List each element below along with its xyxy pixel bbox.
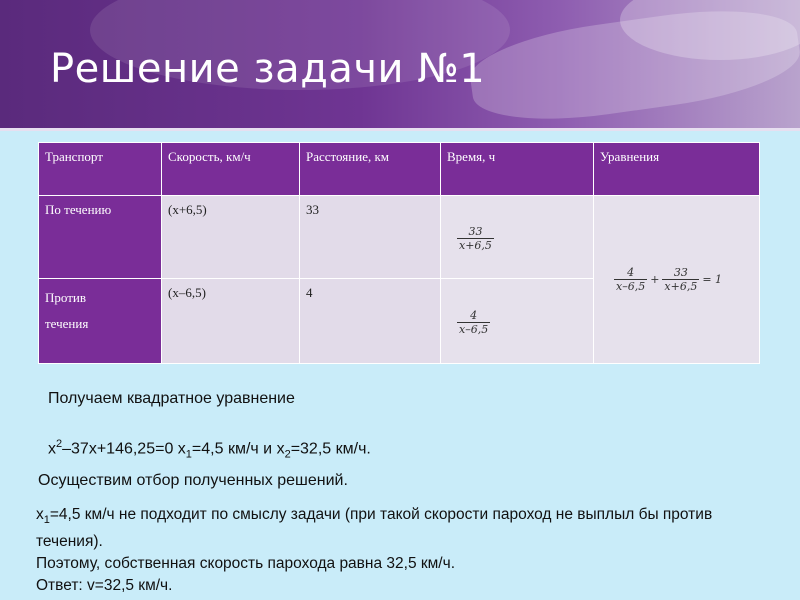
- time-fraction: [457, 225, 494, 252]
- distance-cell: 4: [300, 279, 441, 364]
- header-banner: [0, 0, 800, 128]
- equation-fraction-1: [614, 266, 647, 293]
- fraction-numerator: 4: [627, 266, 635, 279]
- answer-line: Ответ: v=32,5 км/ч.: [36, 577, 173, 595]
- quadratic-equation: [48, 438, 371, 461]
- header-speed: Скорость, км/ч: [162, 143, 300, 196]
- fraction-denominator: x+6,5: [664, 280, 698, 293]
- eq-subscript: 2: [284, 448, 291, 461]
- eq-exponent: 2: [56, 438, 63, 450]
- page-title: Решение задачи №1: [50, 46, 486, 92]
- row-label-line: Против: [45, 290, 86, 305]
- para-part: x: [36, 506, 44, 523]
- eq-part: =4,5 км/ч и x: [191, 440, 285, 458]
- fraction-numerator: 33: [468, 224, 483, 238]
- time-cell: [441, 279, 594, 364]
- row-label: По течению: [39, 196, 162, 279]
- equation-rhs: = 1: [702, 273, 723, 286]
- para-line: Поэтому, собственная скорость парохода равна 32,5 км/ч.: [36, 555, 455, 573]
- equation-fraction-2: [662, 266, 699, 293]
- table-row: [39, 196, 760, 279]
- header-transport: Транспорт: [39, 143, 162, 196]
- solution-table: [38, 142, 760, 364]
- fraction-denominator: x–6,5: [616, 280, 646, 293]
- speed-cell: (х+6,5): [162, 196, 300, 279]
- fraction-numerator: 4: [470, 308, 478, 322]
- divider: [0, 128, 800, 131]
- fraction-numerator: 33: [673, 266, 688, 279]
- equation-operator: +: [650, 273, 660, 286]
- quadratic-intro: Получаем квадратное уравнение: [48, 390, 295, 407]
- row-label: [39, 279, 162, 364]
- equation: [614, 266, 753, 293]
- conclusion-paragraph: [36, 504, 766, 597]
- eq-part: x: [48, 440, 56, 458]
- speed-cell: (х–6,5): [162, 279, 300, 364]
- table-header-row: [39, 143, 760, 196]
- selection-intro: Осуществим отбор полученных решений.: [38, 472, 348, 489]
- row-label-line: течения: [45, 316, 89, 331]
- eq-part: –37x+146,25=0 x: [62, 440, 186, 458]
- fraction-denominator: x–6,5: [459, 322, 489, 336]
- fraction-denominator: x+6,5: [459, 238, 492, 252]
- distance-cell: 33: [300, 196, 441, 279]
- time-fraction: [457, 309, 490, 336]
- para-part: =4,5 км/ч не подходит по смыслу задачи (при такой скорости пароход не выплыл бы против течения).: [36, 506, 713, 551]
- header-equations: Уравнения: [594, 143, 760, 196]
- time-cell: [441, 196, 594, 279]
- eq-part: =32,5 км/ч.: [290, 440, 371, 458]
- header-distance: Расстояние, км: [300, 143, 441, 196]
- equation-cell: [594, 196, 760, 364]
- para-subscript: 1: [43, 514, 50, 527]
- header-time: Время, ч: [441, 143, 594, 196]
- eq-subscript: 1: [185, 448, 192, 461]
